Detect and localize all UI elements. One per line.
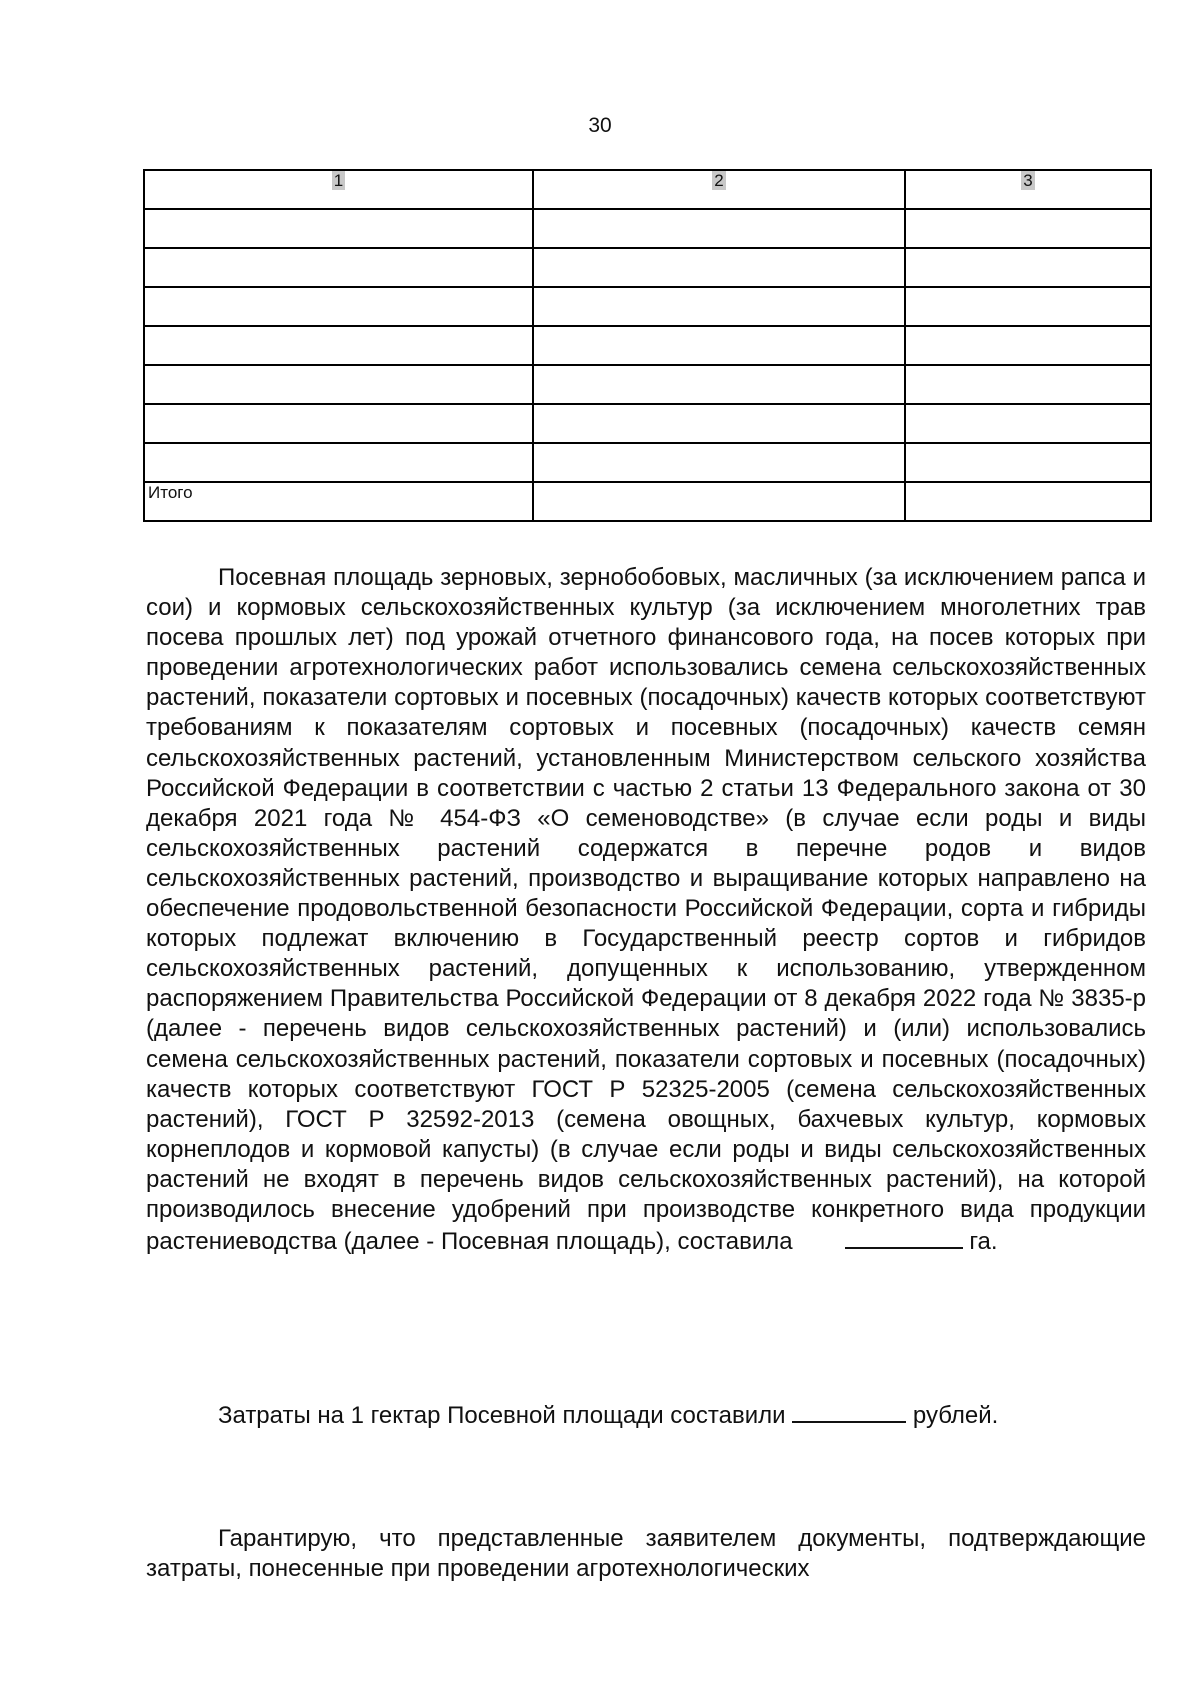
total-cell[interactable] <box>533 482 905 521</box>
table-row <box>144 443 1151 482</box>
table-cell[interactable] <box>533 326 905 365</box>
table-cell[interactable] <box>144 365 533 404</box>
sown-area-blank[interactable] <box>845 1225 963 1249</box>
table-cell[interactable] <box>533 248 905 287</box>
table-row <box>144 404 1151 443</box>
header-cell-1 <box>144 170 533 209</box>
table-cell[interactable] <box>905 365 1151 404</box>
table-cell[interactable] <box>905 443 1151 482</box>
table-cell[interactable] <box>905 326 1151 365</box>
table-cell[interactable] <box>533 404 905 443</box>
cost-per-hectare-blank[interactable] <box>792 1399 906 1423</box>
column-number-3: 3 <box>1023 171 1033 190</box>
header-cell-2 <box>533 170 905 209</box>
table-cell[interactable] <box>533 365 905 404</box>
cost-per-hectare-unit: рублей. <box>912 1402 999 1429</box>
table-cell[interactable] <box>905 287 1151 326</box>
table-cell[interactable] <box>533 287 905 326</box>
table-row <box>144 209 1151 248</box>
total-cell[interactable] <box>905 482 1151 521</box>
table-row <box>144 326 1151 365</box>
page-number: 30 <box>588 114 612 137</box>
table-cell[interactable] <box>905 248 1151 287</box>
sown-area-unit: га. <box>969 1228 998 1256</box>
table-cell[interactable] <box>144 326 533 365</box>
table-row <box>144 365 1151 404</box>
table-cell[interactable] <box>144 443 533 482</box>
column-number-1: 1 <box>333 171 344 190</box>
table-cell[interactable] <box>905 209 1151 248</box>
total-label: Итого <box>144 482 533 521</box>
table-cell[interactable] <box>533 209 905 248</box>
guarantee-text: Гарантирую, что представленные заявителем документы, подтверждающие затраты, понесенные при проведении агротехнологических <box>146 1525 1146 1583</box>
table-cell[interactable] <box>144 209 533 248</box>
table-cell[interactable] <box>144 248 533 287</box>
table-cell[interactable] <box>144 404 533 443</box>
sown-area-text: Посевная площадь зерновых, зернобобовых, масличных (за исключением рапса и сои) и кормовых сельскохозяйственных культур (за исключением многолетних трав посева прошлых лет) под урожай отчетного финансового года, на посев которых при проведении агротехнологических работ использовались семена сельскохозяйственных растений, показатели сортовых и посевных (посадочных) качеств которых соответствуют требованиям к показателям сортовых и посевных (посадочных) качеств семян сельскохозяйственных растений, установленным Министерством сельского хозяйства Российской Федерации в соответствии с частью 2 статьи 13 Федерального закона от 30 декабря 2021 года № 454-ФЗ «О семеноводстве» (в случае если роды и виды сельскохозяйственных растений содержатся в перечне родов и видов сельскохозяйственных растений, производство и выращивание которых направлено на обеспечение продовольственной безопасности Российской Федерации, сорта и гибриды которых подлежат включению в Государственный реестр сортов и гибридов сельскохозяйственных растений, допущенных к использованию, утвержденном распоряжением Правительства Российской Федерации от 8 декабря 2022 года № 3835-р (далее - перечень видов сельскохозяйственных растений) и (или) использовались семена сельскохозяйственных растений, показатели сортовых и посевных (посадочных) качеств которых соответствуют ГОСТ Р 52325-2005 (семена сельскохозяйственных растений), ГОСТ Р 32592-2013 (семена овощных, бахчевых культур, кормовых корнеплодов и кормовой капусты) (в случае если роды и виды сельскохозяйственных растений не входят в перечень видов сельскохозяйственных растений), на которой производилось внесение удобрений при производстве конкретного вида продукции растениеводства (далее - Посевная площадь), составила <box>146 564 1146 1256</box>
table-total-row <box>144 482 1151 521</box>
table-row <box>144 287 1151 326</box>
table-cell[interactable] <box>905 404 1151 443</box>
cost-per-hectare-text: Затраты на 1 гектар Посевной площади составили <box>218 1402 786 1429</box>
table-header-row <box>144 170 1151 209</box>
column-number-2: 2 <box>714 171 724 190</box>
data-table <box>143 169 1152 522</box>
table-cell[interactable] <box>144 287 533 326</box>
guarantee-paragraph <box>146 1524 1146 1584</box>
sown-area-paragraph <box>146 563 1146 1257</box>
cost-per-hectare-paragraph <box>146 1399 1146 1431</box>
table-cell[interactable] <box>533 443 905 482</box>
header-cell-3 <box>905 170 1151 209</box>
table-row <box>144 248 1151 287</box>
